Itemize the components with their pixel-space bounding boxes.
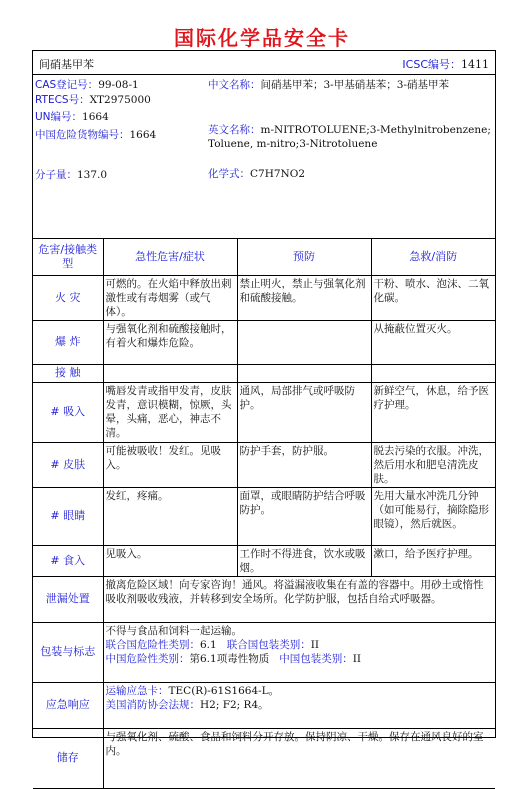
inhalation-first-aid: 新鲜空气，休息，给予医疗护理。 <box>371 382 495 442</box>
cn-danger-label: 中国危险货物编号： <box>35 129 130 141</box>
row-ingestion <box>33 545 495 576</box>
transport-card-value: TEC(R)-61S1664-L。 <box>168 684 280 697</box>
cn-name-label: 中文名称： <box>208 79 261 91</box>
fire-acute: 可燃的。在火焰中释放出刺激性或有毒烟雾（或气体）。 <box>103 275 237 320</box>
mw-label: 分子量： <box>35 169 77 181</box>
page-title: 国际化学品安全卡 <box>174 26 350 50</box>
en-name-block <box>208 123 492 151</box>
ingestion-acute: 见吸入。 <box>103 545 237 576</box>
row-eyes <box>33 487 495 545</box>
row-explosion <box>33 320 495 364</box>
cn-hazard-label: 中国危险性类别： <box>105 652 190 665</box>
formula-block <box>208 167 492 181</box>
row-fire <box>33 275 495 320</box>
eyes-label: # 眼睛 <box>33 487 103 545</box>
explosion-prevention <box>237 320 371 364</box>
contact-first-aid <box>371 364 495 382</box>
cn-pack-label: 中国包装类别： <box>279 652 353 665</box>
cas-line <box>35 78 139 93</box>
fire-label: 火 灾 <box>33 275 103 320</box>
rtecs-value: XT2975000 <box>89 94 151 106</box>
card-header <box>33 51 495 75</box>
mw-value: 137.0 <box>77 169 108 181</box>
cn-hazard-value: 第6.1项毒性物质 <box>189 652 270 665</box>
safety-card <box>32 50 496 764</box>
packaging-line1: 不得与食品和饲料一起运输。 <box>105 624 242 637</box>
row-contact <box>33 364 495 382</box>
nfpa-line <box>106 698 494 712</box>
row-storage <box>33 728 495 788</box>
contact-acute <box>103 364 237 382</box>
eyes-acute: 发红，疼痛。 <box>103 487 237 545</box>
fire-prevention: 禁止明火，禁止与强氧化剂和硫酸接触。 <box>237 275 371 320</box>
chemical-name: 间硝基甲苯 <box>39 58 94 71</box>
cn-danger-value: 1664 <box>129 129 157 141</box>
row-spill <box>33 576 495 622</box>
spill-label: 泄漏处置 <box>33 576 103 622</box>
storage-label: 储存 <box>33 728 103 788</box>
en-name-label: 英文名称： <box>208 124 261 136</box>
cn-pack-value: II <box>352 652 362 665</box>
eyes-prevention: 面罩，或眼睛防护结合呼吸防护。 <box>237 487 371 545</box>
column-header-row <box>33 239 495 275</box>
skin-first-aid: 脱去污染的衣服。冲洗，然后用水和肥皂清洗皮肤。 <box>371 442 495 487</box>
rtecs-line <box>35 93 151 108</box>
fire-first-aid: 干粉、喷水、泡沫、二氧化碳。 <box>371 275 495 320</box>
un-line <box>35 110 109 125</box>
cas-value: 99-08-1 <box>98 79 139 91</box>
skin-label: # 皮肤 <box>33 442 103 487</box>
contact-label: 接 触 <box>33 364 103 382</box>
un-hazard-label: 联合国危险性类别： <box>105 638 200 651</box>
packaging-cn-line <box>106 652 494 666</box>
row-inhalation <box>33 382 495 442</box>
emergency-content <box>103 682 495 728</box>
explosion-acute: 与强氧化剂和硫酸接触时，有着火和爆炸危险。 <box>103 320 237 364</box>
un-label: UN编号： <box>35 111 83 123</box>
packaging-un-line <box>106 638 494 652</box>
eyes-first-aid: 先用大量水冲洗几分钟（如可能易行，摘除隐形眼镜），然后就医。 <box>371 487 495 545</box>
en-name-value: m-NITROTOLUENE;3-Methylnitrobenzene;Toluene, m-nitro;3-Nitrotoluene <box>208 124 491 150</box>
explosion-label: 爆 炸 <box>33 320 103 364</box>
un-hazard-value: 6.1 <box>200 638 217 651</box>
icsc-number <box>402 56 489 72</box>
ingestion-prevention: 工作时不得进食，饮水或吸烟。 <box>237 545 371 576</box>
icsc-label: ICSC编号： <box>402 58 461 71</box>
icsc-value: 1411 <box>461 58 489 71</box>
inhalation-label: # 吸入 <box>33 382 103 442</box>
emergency-label: 应急响应 <box>33 682 103 728</box>
col-prevention: 预防 <box>237 239 371 275</box>
cn-name-block <box>208 78 492 92</box>
row-packaging <box>33 622 495 682</box>
cas-label: CAS登记号： <box>35 79 99 91</box>
skin-prevention: 防护手套，防护服。 <box>237 442 371 487</box>
row-skin <box>33 442 495 487</box>
inhalation-acute: 嘴唇发青或指甲发青，皮肤发青，意识模糊，惊厥，头晕，头痛，恶心，神志不清。 <box>103 382 237 442</box>
transport-card-label: 运输应急卡： <box>105 684 169 697</box>
col-first-aid: 急救/消防 <box>371 239 495 275</box>
packaging-label: 包装与标志 <box>33 622 103 682</box>
cn-name-value: 间硝基甲苯；3-甲基硝基苯；3-硝基甲苯 <box>260 79 449 91</box>
packaging-content <box>103 622 495 682</box>
storage-text: 与强氧化剂、硫酸、食品和饲料分开存放。保持阴凉、干燥。保存在通风良好的室内。 <box>103 728 495 788</box>
nfpa-label: 美国消防协会法规： <box>105 698 200 711</box>
inhalation-prevention: 通风，局部排气或呼吸防护。 <box>237 382 371 442</box>
ingestion-first-aid: 漱口，给予医疗护理。 <box>371 545 495 576</box>
ingestion-label: # 食入 <box>33 545 103 576</box>
mw-line <box>35 168 107 183</box>
nfpa-value: H2; F2; R4。 <box>200 698 269 711</box>
col-hazard-type: 危害/接触类型 <box>33 239 103 275</box>
formula-label: 化学式： <box>208 168 250 180</box>
rtecs-label: RTECS号： <box>35 94 90 106</box>
explosion-first-aid: 从掩蔽位置灭火。 <box>371 320 495 364</box>
identification-section <box>33 75 495 239</box>
row-emergency <box>33 682 495 728</box>
un-value: 1664 <box>82 111 109 123</box>
contact-prevention <box>237 364 371 382</box>
transport-card-line <box>106 684 494 698</box>
hazard-table <box>33 239 495 789</box>
col-acute: 急性危害/症状 <box>103 239 237 275</box>
un-pack-value: II <box>310 638 320 651</box>
skin-acute: 可能被吸收！发红。见吸入。 <box>103 442 237 487</box>
spill-text: 撤离危险区域！向专家咨询！通风。将溢漏液收集在有盖的容器中。用砂土或惰性吸收剂吸收残液，并转移到安全场所。化学防护服，包括自给式呼吸器。 <box>103 576 495 622</box>
un-pack-label: 联合国包装类别： <box>226 638 311 651</box>
cn-danger-line <box>35 128 156 143</box>
formula-value: C7H7NO2 <box>250 168 306 180</box>
